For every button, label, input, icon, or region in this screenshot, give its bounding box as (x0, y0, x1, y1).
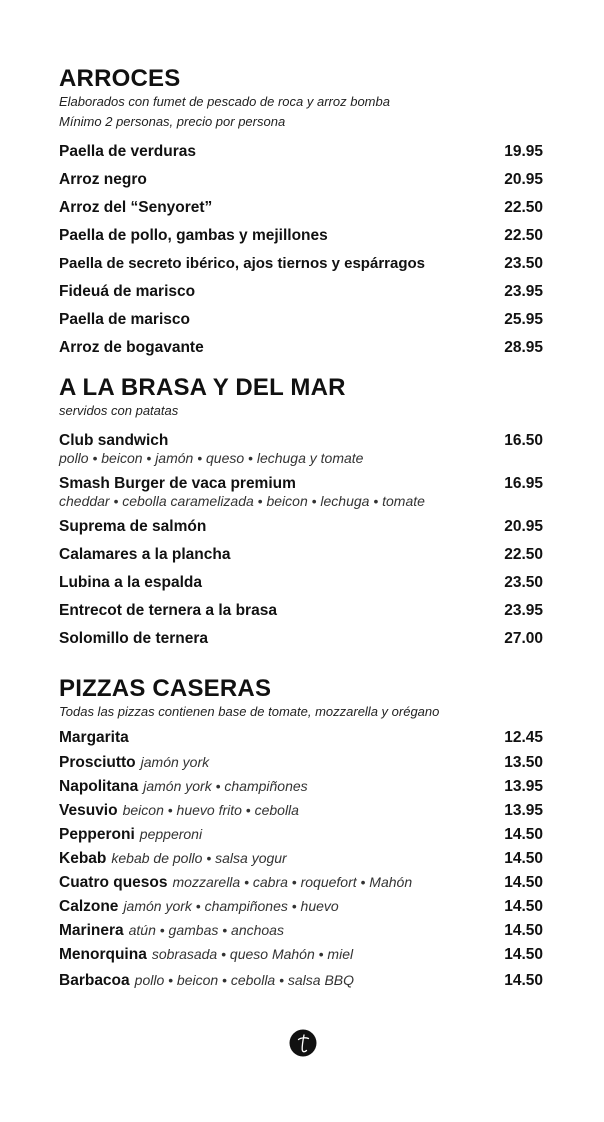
item-description: mozzarella • cabra • roquefort • Mahón (172, 874, 413, 890)
menu-item (59, 569, 543, 597)
item-price: 14.50 (504, 972, 543, 989)
item-name: Calzone (59, 898, 119, 915)
item-name: Paella de marisco (59, 311, 190, 328)
menu-item (59, 306, 543, 334)
menu-item (59, 597, 543, 625)
item-price: 12.45 (504, 729, 543, 746)
section-title-pizzas: PIZZAS CASERAS (59, 675, 272, 702)
menu-item (59, 918, 543, 942)
item-price: 28.95 (504, 339, 543, 356)
section-brasa (59, 375, 543, 653)
item-price: 25.95 (504, 311, 543, 328)
item-description: atún • gambas • anchoas (128, 922, 284, 938)
item-name: Cuatro quesos (59, 874, 168, 891)
item-price: 23.50 (504, 255, 543, 272)
item-name: Arroz de bogavante (59, 339, 204, 356)
item-description: sobrasada • queso Mahón • miel (151, 946, 354, 962)
item-description: jamón york (140, 754, 210, 770)
item-description: beicon • huevo frito • cebolla (122, 802, 299, 818)
item-price: 14.50 (504, 850, 543, 867)
section-title-arroces: ARROCES (59, 65, 181, 92)
menu-item (59, 250, 543, 278)
item-name: Menorquina (59, 946, 147, 963)
menu-list-pizzas (59, 726, 543, 994)
item-name: Paella de pollo, gambas y mejillones (59, 227, 328, 244)
script-t-monogram-icon (289, 1029, 317, 1057)
item-price: 22.50 (504, 227, 543, 244)
menu-item (59, 750, 543, 774)
item-description: pollo • beicon • cebolla • salsa BBQ (134, 972, 355, 988)
item-price: 23.50 (504, 574, 543, 591)
menu-item (59, 541, 543, 569)
item-description: jamón york • champiñones • huevo (123, 898, 339, 914)
item-description: pollo • beicon • jamón • queso • lechuga y tomate (59, 450, 364, 466)
item-name: Paella de secreto ibérico, ajos tiernos y espárragos (59, 255, 425, 272)
item-price: 13.95 (504, 778, 543, 795)
menu-item (59, 726, 543, 750)
item-price: 23.95 (504, 602, 543, 619)
item-name: Entrecot de ternera a la brasa (59, 602, 277, 619)
menu-item (59, 138, 543, 166)
item-name: Margarita (59, 729, 129, 746)
section-title-brasa: A LA BRASA Y DEL MAR (59, 374, 346, 401)
item-price: 16.95 (504, 475, 543, 492)
menu-item (59, 513, 543, 541)
section-note-arroces-1: Elaborados con fumet de pescado de roca y arroz bomba (59, 94, 390, 109)
menu-list-arroces (59, 138, 543, 362)
item-description: cheddar • cebolla caramelizada • beicon • lechuga • tomate (59, 493, 425, 509)
menu-item (59, 894, 543, 918)
menu-item (59, 427, 543, 467)
item-price: 20.95 (504, 171, 543, 188)
menu-item (59, 222, 543, 250)
menu-item (59, 870, 543, 894)
menu-item (59, 846, 543, 870)
section-pizzas (59, 676, 543, 994)
item-name: Prosciutto (59, 754, 136, 771)
item-price: 14.50 (504, 922, 543, 939)
item-description: pepperoni (139, 826, 203, 842)
item-price: 22.50 (504, 546, 543, 563)
item-name: Arroz negro (59, 171, 147, 188)
item-name: Arroz del “Senyoret” (59, 199, 213, 216)
menu-item (59, 334, 543, 362)
item-price: 13.50 (504, 754, 543, 771)
menu-item (59, 798, 543, 822)
item-price: 16.50 (504, 432, 543, 449)
menu-item (59, 166, 543, 194)
item-name: Suprema de salmón (59, 518, 207, 535)
item-name: Solomillo de ternera (59, 630, 209, 647)
section-note-arroces-2: Mínimo 2 personas, precio por persona (59, 114, 286, 129)
item-name: Barbacoa (59, 972, 130, 989)
section-note-pizzas: Todas las pizzas contienen base de tomate, mozzarella y orégano (59, 704, 440, 719)
item-name: Calamares a la plancha (59, 546, 231, 563)
item-price: 14.50 (504, 874, 543, 891)
menu-item (59, 194, 543, 222)
item-name: Napolitana (59, 778, 139, 795)
item-name: Fideuá de marisco (59, 283, 196, 300)
item-price: 20.95 (504, 518, 543, 535)
item-price: 14.50 (504, 946, 543, 963)
item-price: 27.00 (504, 630, 543, 647)
item-name: Lubina a la espalda (59, 574, 202, 591)
item-name: Pepperoni (59, 826, 135, 843)
menu-item (59, 278, 543, 306)
section-note-brasa: servidos con patatas (59, 403, 179, 418)
menu-item (59, 625, 543, 653)
item-name: Club sandwich (59, 432, 169, 449)
section-arroces (59, 66, 543, 362)
item-name: Paella de verduras (59, 143, 196, 160)
item-name: Smash Burger de vaca premium (59, 475, 296, 492)
menu-list-brasa (59, 427, 543, 653)
menu-item (59, 966, 543, 994)
menu-item (59, 774, 543, 798)
menu-item (59, 822, 543, 846)
item-price: 13.95 (504, 802, 543, 819)
item-price: 19.95 (504, 143, 543, 160)
item-name: Vesuvio (59, 802, 118, 819)
item-description: kebab de pollo • salsa yogur (111, 850, 287, 866)
item-price: 14.50 (504, 826, 543, 843)
item-price: 22.50 (504, 199, 543, 216)
item-name: Kebab (59, 850, 107, 867)
item-description: jamón york • champiñones (143, 778, 308, 794)
item-price: 23.95 (504, 283, 543, 300)
item-name: Marinera (59, 922, 124, 939)
menu-item (59, 942, 543, 966)
menu-item (59, 470, 543, 510)
item-price: 14.50 (504, 898, 543, 915)
